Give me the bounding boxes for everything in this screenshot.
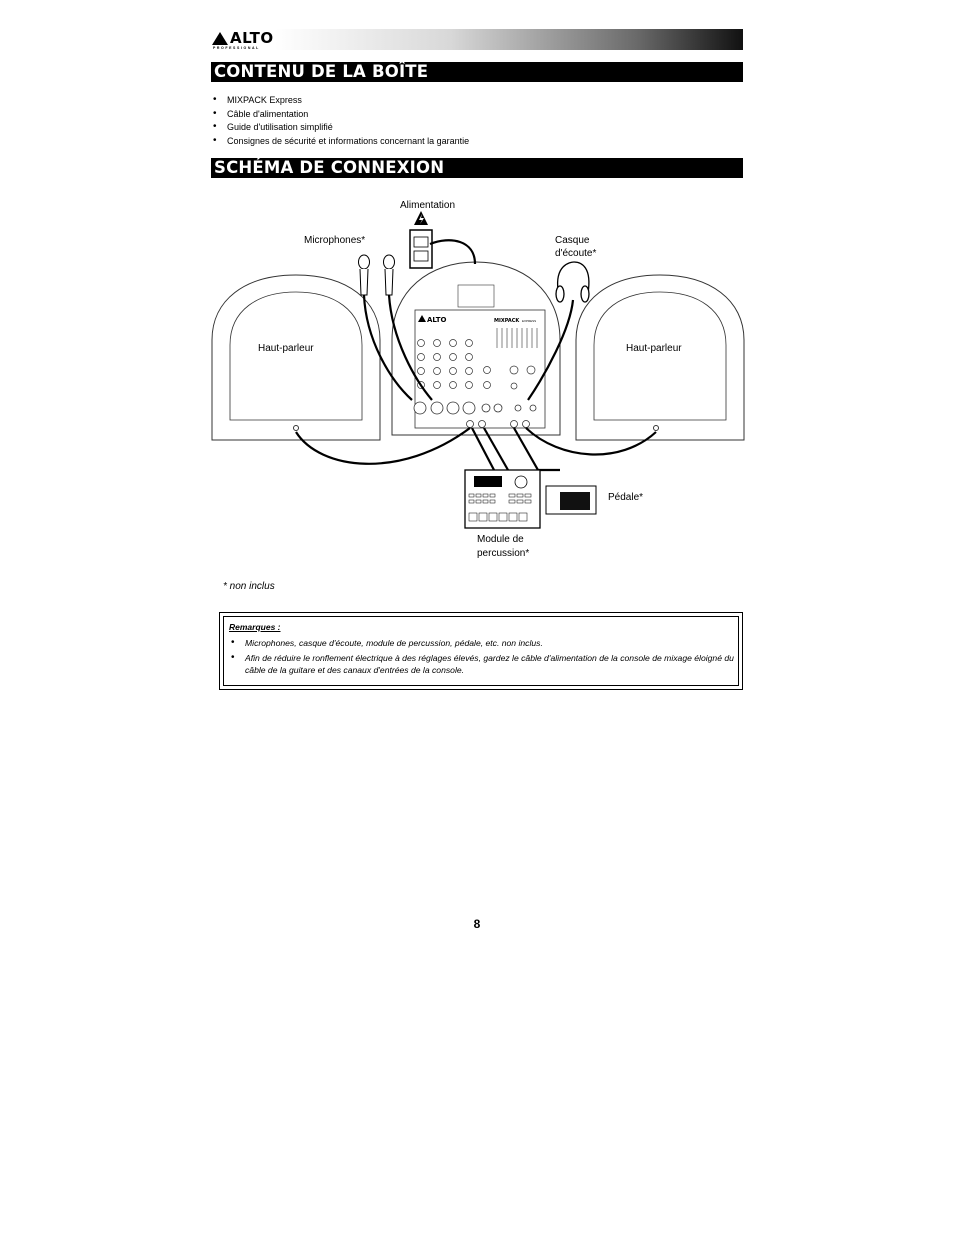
mixer-model-sub: EXPRESS: [522, 319, 537, 323]
label-drum-line2: percussion*: [477, 548, 530, 559]
speaker-left-icon: [212, 275, 380, 440]
connection-diagram: [200, 190, 760, 570]
label-drum-line1: Module de: [477, 534, 524, 545]
label-power: Alimentation: [400, 200, 456, 211]
label-microphones: Microphones*: [304, 235, 366, 246]
brand-name: ALTO: [230, 29, 274, 47]
contents-list: [211, 94, 469, 148]
list-item: • Câble d'alimentation: [211, 108, 469, 122]
label-headphones-line2: d'écoute*: [555, 248, 597, 259]
remarks-inner-border: [223, 616, 739, 686]
brand-subtitle: PROFESSIONAL: [213, 46, 260, 50]
section-title-diagram: SCHÉMA DE CONNEXION: [211, 158, 743, 178]
cable-power: [430, 240, 475, 264]
headphones-icon: [556, 262, 589, 302]
remarks-box: [219, 612, 743, 690]
remarks-list: [229, 637, 734, 679]
list-item: • Consignes de sécurité et informations concernant la garantie: [211, 135, 469, 149]
page-number: 8: [473, 917, 481, 931]
label-headphones-line1: Casque: [555, 235, 590, 246]
mixer-model: MIXPACK: [494, 318, 520, 324]
power-outlet-icon: [410, 230, 432, 268]
list-item: • MIXPACK Express: [211, 94, 469, 108]
label-pedal: Pédale*: [608, 492, 644, 503]
drum-module-icon: [465, 470, 540, 528]
list-item: • Guide d'utilisation simplifié: [211, 121, 469, 135]
microphone-icon: [359, 255, 395, 295]
remarks-title: Remarques :: [229, 622, 281, 632]
list-item: • Microphones, casque d'écoute, module de percussion, pédale, etc. non inclus.: [229, 637, 734, 649]
footnote: * non inclus: [223, 581, 275, 592]
label-speaker-left: Haut-parleur: [258, 343, 314, 354]
label-speaker-right: Haut-parleur: [626, 343, 682, 354]
list-item: • Afin de réduire le ronflement électrique à des réglages élevés, gardez le câble d'alimentation de la console de mixage éloigné du câble de la guitare et des canaux d'entrées de la console.: [229, 652, 734, 676]
speaker-right-icon: [576, 275, 744, 440]
mixer-brand: ALTO: [427, 316, 447, 324]
section-title-contents: CONTENU DE LA BOÎTE: [211, 62, 743, 82]
header-gradient-bar: [211, 29, 743, 50]
